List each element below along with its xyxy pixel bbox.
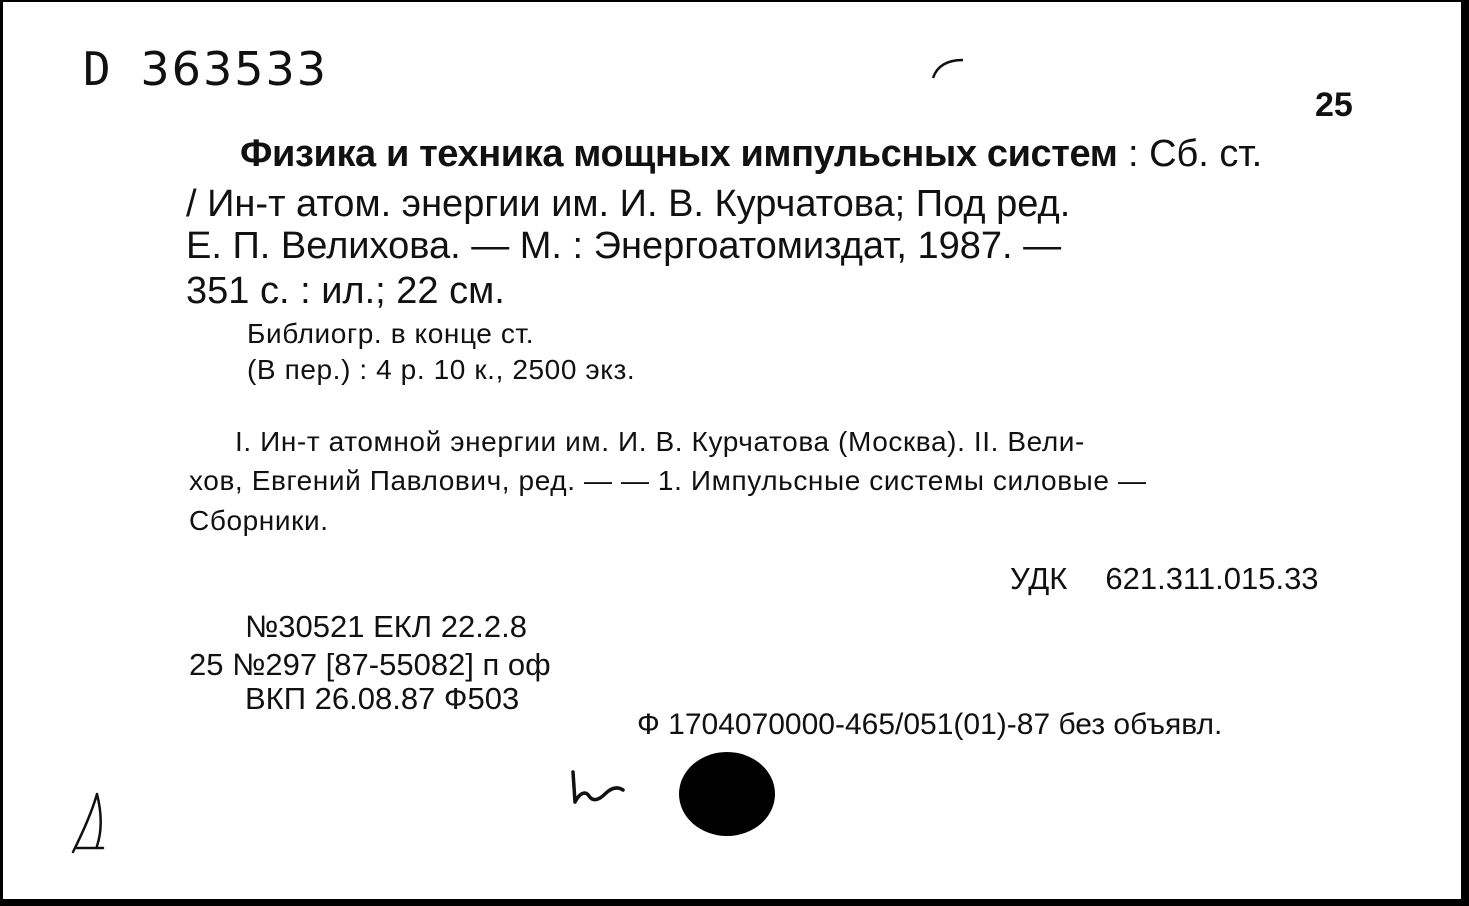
udk-code: 621.311.015.33	[1105, 561, 1319, 596]
title-suffix: : Сб. ст.	[1117, 133, 1263, 175]
udk-classification	[1010, 563, 1319, 594]
tracing-line-3: Сборники.	[189, 505, 329, 536]
shelf-number: 363533	[140, 42, 329, 96]
handwritten-pen-stroke-icon	[929, 54, 969, 84]
udk-label: УДК	[1010, 561, 1068, 596]
shelf-prefix: D	[83, 42, 112, 96]
shelf-mark	[83, 42, 329, 96]
handwritten-initial-mark-icon	[565, 766, 631, 810]
accession-line-1: №30521 ЕКЛ 22.2.8	[245, 609, 527, 644]
accession-line-2: 25 №297 [87-55082] п оф	[189, 647, 551, 682]
publication-line: Е. П. Велихова. — М. : Энергоатомиздат, 1987. —	[186, 225, 1062, 267]
bibliography-note: Библиогр. в конце ст.	[247, 318, 535, 349]
tracing-line-2: хов, Евгений Павлович, ред. — — 1. Импульсные системы силовые —	[189, 465, 1147, 496]
price-note: (В пер.) : 4 р. 10 к., 2500 экз.	[247, 354, 636, 385]
accession-line-3: ВКП 26.08.87 Ф503	[245, 681, 520, 716]
physical-description: 351 с. : ил.; 22 см.	[186, 270, 505, 312]
catalog-card	[3, 2, 1461, 899]
book-title: Физика и техника мощных импульсных систем	[240, 133, 1118, 175]
title-line	[240, 135, 1262, 173]
responsibility-line: / Ин-т атом. энергии им. И. В. Курчатова; Под ред.	[186, 183, 1071, 225]
publisher-code: Ф 1704070000-465/051(01)-87 без объявл.	[637, 708, 1223, 741]
tracing-line-1: I. Ин-т атомной энергии им. И. В. Курчатова (Москва). II. Вели-	[235, 426, 1085, 457]
page-marker: 25	[1315, 86, 1353, 124]
ink-blot-icon	[679, 752, 775, 836]
handwritten-check-mark-icon	[67, 788, 117, 860]
